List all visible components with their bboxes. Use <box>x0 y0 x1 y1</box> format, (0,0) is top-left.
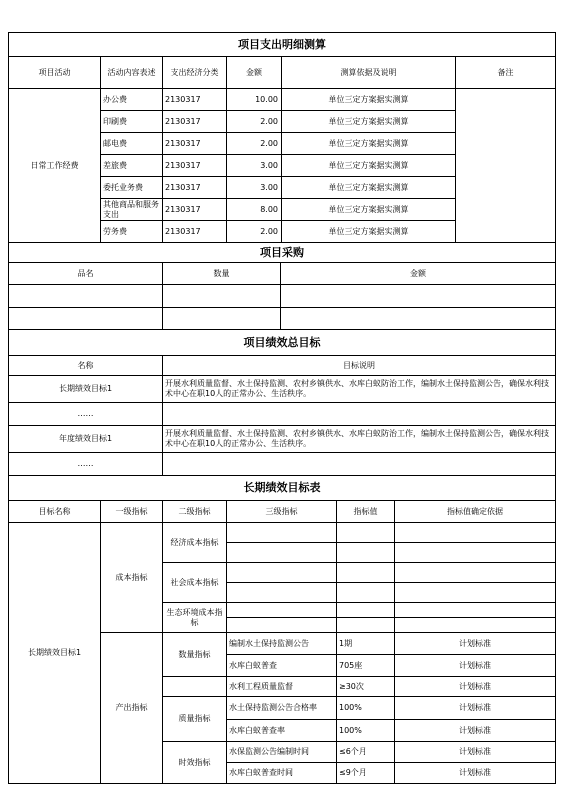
long-basis: 计划标准 <box>395 742 556 763</box>
long-value <box>337 618 395 633</box>
purchase-cell <box>9 308 163 330</box>
long-value: 100% <box>337 720 395 742</box>
purchase-header-amount: 金额 <box>281 263 556 285</box>
long-value <box>337 523 395 543</box>
header-note: 备注 <box>456 57 556 89</box>
purchase-cell <box>281 308 556 330</box>
detail-code: 2130317 <box>163 111 227 133</box>
long-header-l1: 一级指标 <box>101 501 163 523</box>
header-basis: 测算依据及说明 <box>282 57 456 89</box>
long-basis: 计划标准 <box>395 655 556 677</box>
long-l3: 水库白蚁普查时间 <box>227 763 337 784</box>
long-header-l2: 二级指标 <box>163 501 227 523</box>
perf-desc: 开展水利质量监督、水土保持监测、农村乡镇供水、水库白蚁防治工作，编制水土保持监测公告，确保水利技术中心在职10人的正常办公、生活秩序。 <box>163 426 556 453</box>
long-header-target: 目标名称 <box>9 501 101 523</box>
long-value: ≤9个月 <box>337 763 395 784</box>
qty-l2: 数量指标 <box>163 633 227 677</box>
detail-basis: 单位三定方案据实测算 <box>282 89 456 111</box>
long-header-value: 指标值 <box>337 501 395 523</box>
detail-title: 项目支出明细测算 <box>9 33 556 57</box>
long-header-basis: 指标值确定依据 <box>395 501 556 523</box>
detail-code: 2130317 <box>163 155 227 177</box>
header-content: 活动内容表述 <box>101 57 163 89</box>
long-l3: 水库白蚁普查 <box>227 655 337 677</box>
long-basis: 计划标准 <box>395 720 556 742</box>
quality-l2: 质量指标 <box>163 697 227 742</box>
long-table <box>8 475 556 784</box>
detail-content: 差旅费 <box>101 155 163 177</box>
long-value: 100% <box>337 697 395 720</box>
long-l3: 水土保持监测公告合格率 <box>227 697 337 720</box>
detail-amount: 3.00 <box>227 177 282 199</box>
output-l1: 产出指标 <box>101 633 163 784</box>
perf-table <box>8 329 556 476</box>
perf-name: 年度绩效目标1 <box>9 426 163 453</box>
quality-l2-gap <box>163 677 227 697</box>
detail-amount: 8.00 <box>227 199 282 221</box>
detail-basis: 单位三定方案据实测算 <box>282 177 456 199</box>
detail-code: 2130317 <box>163 133 227 155</box>
long-value <box>337 603 395 618</box>
long-target: 长期绩效目标1 <box>9 523 101 784</box>
detail-content: 劳务费 <box>101 221 163 243</box>
long-basis: 计划标准 <box>395 697 556 720</box>
long-basis <box>395 523 556 543</box>
detail-amount: 2.00 <box>227 221 282 243</box>
purchase-cell <box>281 285 556 308</box>
long-value: ≤6个月 <box>337 742 395 763</box>
purchase-header-name: 品名 <box>9 263 163 285</box>
header-category: 支出经济分类 <box>163 57 227 89</box>
long-l3: 水保监测公告编制时间 <box>227 742 337 763</box>
detail-basis: 单位三定方案据实测算 <box>282 111 456 133</box>
purchase-title: 项目采购 <box>9 243 556 263</box>
long-value: 705座 <box>337 655 395 677</box>
long-basis <box>395 603 556 618</box>
long-basis <box>395 583 556 603</box>
long-l3 <box>227 618 337 633</box>
long-value: 1期 <box>337 633 395 655</box>
detail-basis: 单位三定方案据实测算 <box>282 133 456 155</box>
long-value <box>337 543 395 563</box>
perf-header-name: 名称 <box>9 356 163 376</box>
perf-name: 长期绩效目标1 <box>9 376 163 403</box>
long-l3 <box>227 523 337 543</box>
cost-l2: 生态环境成本指标 <box>163 603 227 633</box>
detail-code: 2130317 <box>163 199 227 221</box>
activity-cell: 日常工作经费 <box>9 89 101 243</box>
perf-title: 项目绩效总目标 <box>9 330 556 356</box>
purchase-cell <box>9 285 163 308</box>
detail-content: 委托业务费 <box>101 177 163 199</box>
budget-document <box>8 32 555 784</box>
long-header-l3: 三级指标 <box>227 501 337 523</box>
detail-amount: 10.00 <box>227 89 282 111</box>
long-basis <box>395 618 556 633</box>
long-title: 长期绩效目标表 <box>9 476 556 501</box>
detail-basis: 单位三定方案据实测算 <box>282 199 456 221</box>
long-l3: 编制水土保持监测公告 <box>227 633 337 655</box>
long-value <box>337 563 395 583</box>
perf-name: …… <box>9 403 163 426</box>
detail-amount: 3.00 <box>227 155 282 177</box>
detail-code: 2130317 <box>163 89 227 111</box>
detail-amount: 2.00 <box>227 111 282 133</box>
long-l3 <box>227 543 337 563</box>
perf-desc: 开展水利质量监督、水土保持监测、农村乡镇供水、水库白蚁防治工作，编制水土保持监测公告，确保水利技术中心在职10人的正常办公、生活秩序。 <box>163 376 556 403</box>
time-l2: 时效指标 <box>163 742 227 784</box>
long-basis <box>395 543 556 563</box>
cost-l1: 成本指标 <box>101 523 163 633</box>
detail-code: 2130317 <box>163 221 227 243</box>
long-basis: 计划标准 <box>395 763 556 784</box>
long-l3 <box>227 603 337 618</box>
purchase-header-qty: 数量 <box>163 263 281 285</box>
perf-header-desc: 目标说明 <box>163 356 556 376</box>
detail-code: 2130317 <box>163 177 227 199</box>
long-value: ≥30次 <box>337 677 395 697</box>
detail-basis: 单位三定方案据实测算 <box>282 221 456 243</box>
detail-basis: 单位三定方案据实测算 <box>282 155 456 177</box>
detail-content: 印刷费 <box>101 111 163 133</box>
perf-desc <box>163 403 556 426</box>
detail-content: 办公费 <box>101 89 163 111</box>
long-l3: 水利工程质量监督 <box>227 677 337 697</box>
purchase-table <box>8 242 556 330</box>
header-amount: 金额 <box>227 57 282 89</box>
detail-amount: 2.00 <box>227 133 282 155</box>
long-l3 <box>227 583 337 603</box>
long-l3: 水库白蚁普查率 <box>227 720 337 742</box>
long-value <box>337 583 395 603</box>
long-basis: 计划标准 <box>395 677 556 697</box>
detail-content: 邮电费 <box>101 133 163 155</box>
cost-l2: 经济成本指标 <box>163 523 227 563</box>
perf-name: …… <box>9 453 163 476</box>
detail-note <box>456 89 556 243</box>
detail-table <box>8 32 556 243</box>
long-basis <box>395 563 556 583</box>
perf-desc <box>163 453 556 476</box>
header-activity: 项目活动 <box>9 57 101 89</box>
cost-l2: 社会成本指标 <box>163 563 227 603</box>
purchase-cell <box>163 308 281 330</box>
detail-content: 其他商品和服务支出 <box>101 199 163 221</box>
long-basis: 计划标准 <box>395 633 556 655</box>
purchase-cell <box>163 285 281 308</box>
long-l3 <box>227 563 337 583</box>
